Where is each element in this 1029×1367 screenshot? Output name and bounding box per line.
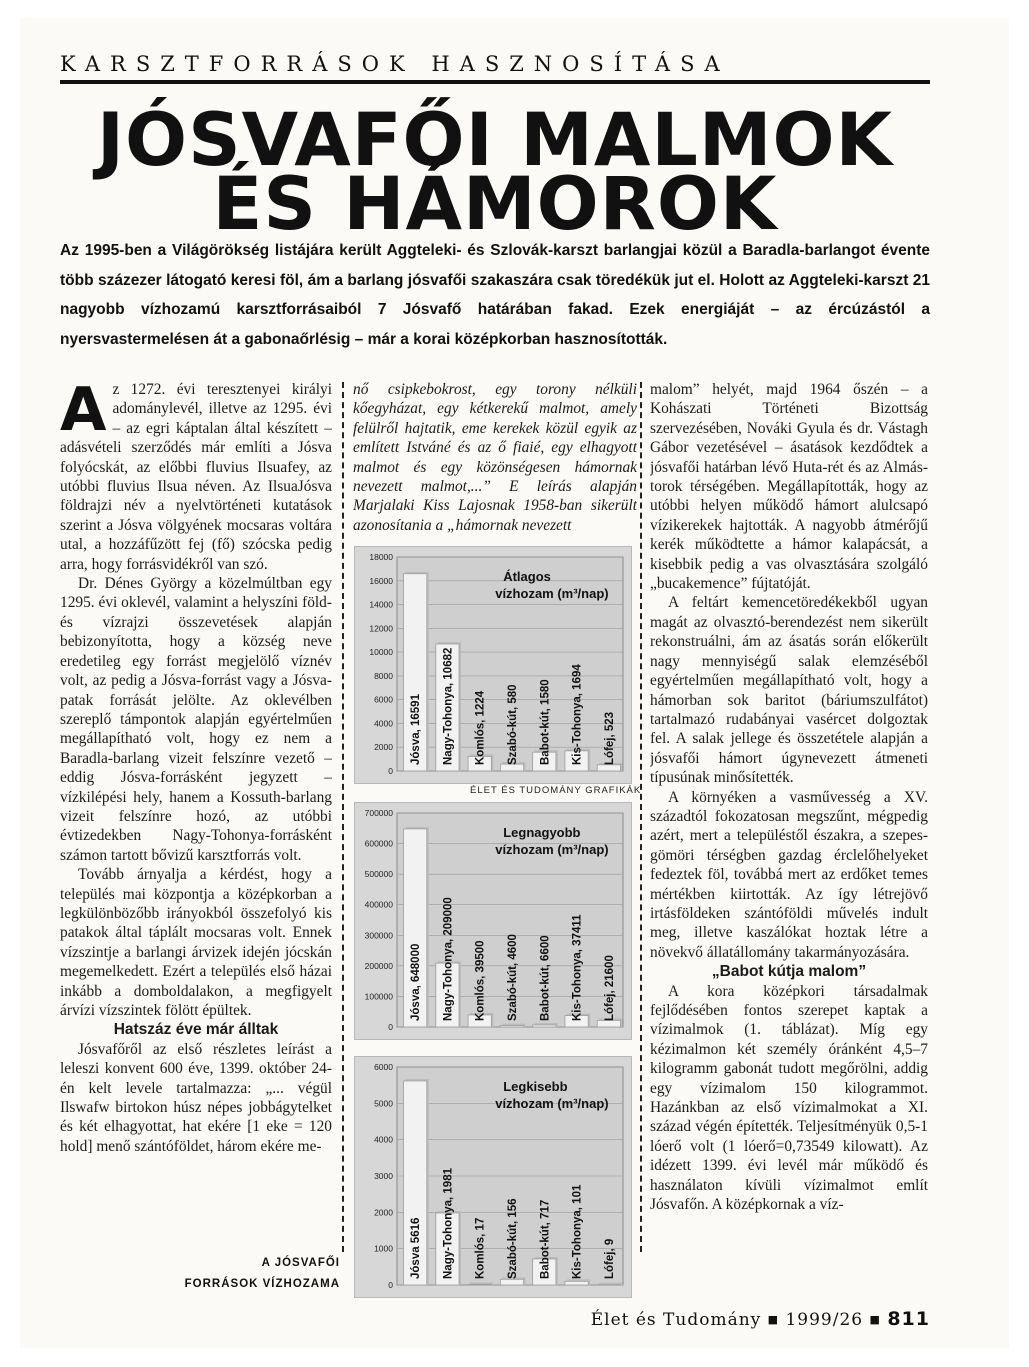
drop-cap: A	[60, 380, 107, 445]
footer-issue: 1999/26	[785, 1310, 864, 1330]
page-footer: Élet és Tudomány ■ 1999/26 ■ 811	[590, 1308, 930, 1330]
bar-label: Lófej, 523	[603, 711, 616, 765]
paragraph-col2: nő csipkebokrost, egy torony nélküli kőegyházat, egy kétkerekű malmot, amely felülről hajtatik, eme kerekek közül egyik az említett Istváné és az ő fiaié, egy elhagyott malmot és egy közönségesen hámornak nevezett malmot,...” E leírás alapján Marjalaki Kiss Lajosnak 1958-ban sikerült azonosítania a „hámornak nevezett	[353, 381, 637, 534]
y-tick-label: 18000	[369, 552, 393, 562]
bar-label: Jósva, 16591	[410, 694, 423, 765]
y-tick-label: 8000	[374, 670, 393, 681]
bar-label: Babot-kút, 1580	[539, 679, 552, 765]
chart-unit: vízhozam (m³/nap)	[495, 842, 609, 857]
paragraph-col3-2: A feltárt kemencetöredékekből ugyan magát az olvasztó-berendezést nem sikerült rekonstruálni, ám az ásatás során előkerült nagy mennyiségű salak elemzéséből egyértelműen megállapítható volt, hogy a hámorban sok baritot (báriumszulfátot) tartalmazó rudabányai vasércet dolgoztak fel. A salak jellege és összetétele alapján a jósvafői hámort úgynevezett átmeneti típusúnak minősítették.	[650, 594, 928, 787]
bar-label: Lófej, 21600	[603, 955, 616, 1021]
lead-paragraph: Az 1995-ben a Világörökség listájára került Aggteleki- és Szlovák-karszt barlangjai közül a Baradla-barlangot évente több százezer látogató keresi föl, ám a barlang jósvafői szakaszára csak töredékük jut el. Holott az Aggteleki-karszt 21 nagyobb vízhozamú karsztforrásaiból 7 Jósvafő határában fakad. Ezek energiáját – az ércúzástól a nyersvastermelésen át a gabonaőrlésig – már a korai középkorban hasznosították.	[60, 242, 930, 348]
paragraph-col3-1: malom” helyét, majd 1964 őszén – a Kohászati Történeti Bizottság szervezésében, Nováki Gyula és dr. Vástagh Gábor vezetésével – ásatások kezdődtek a jósvafői határban lévő Huta-rét és az Almás-torok térségében. Megállapították, hogy az utóbbi helyen működő hámort alulcsapó vízikerekek hajtották. A nagyobb átmérőjű kerék működtette a hámor kalapácsát, a kisebbik pedig a vas olvasztására szolgáló „bucakemence” fújtatóját.	[650, 381, 928, 593]
y-tick-label: 200000	[364, 960, 393, 971]
bar-label: Komlós, 39500	[474, 940, 487, 1021]
article-title-line1: JÓSVAFŐI MALMOK	[96, 98, 894, 183]
bar-label: Nagy-Tohonya, 209000	[442, 897, 455, 1021]
chart-title: Legkisebb	[503, 1079, 568, 1094]
article-title-line2: ÉS HÁMOROK	[212, 162, 778, 247]
bar-label: Kis-Tohonya, 37411	[571, 914, 584, 1021]
chart-caption: A JÓSVAFŐI FORRÁSOK VÍZHOZAMA	[184, 1257, 340, 1290]
bar-label: Szabó-kút, 156	[507, 1198, 519, 1279]
y-tick-label: 10000	[369, 647, 393, 658]
column-2	[353, 380, 637, 540]
y-tick-label: 16000	[369, 575, 393, 586]
bar	[500, 1279, 523, 1285]
y-tick-label: 4000	[374, 1134, 393, 1145]
bar	[565, 1281, 588, 1285]
subheading-babot: „Babot kútja malom”	[711, 963, 867, 981]
y-tick-label: 600000	[364, 838, 393, 849]
bar-label: Kis-Tohonya, 1694	[571, 664, 584, 765]
bar-label: Babot-kút, 717	[539, 1199, 552, 1279]
y-tick-label: 6000	[374, 1062, 393, 1072]
bar-label: Szabó-kút, 580	[507, 684, 519, 765]
y-tick-label: 5000	[374, 1098, 393, 1109]
paragraph-3: Tovább árnyalja a kérdést, hogy a település mai központja a középkorban a legkülönbözőbb irányokból összefolyó kis patakok által táplált mocsaras volt. Ennek vízszintje a barlangi árvizek idején jócskán megemelkedett. Ezért a település első házai inkább a domboldalakon, a megfigyelt árvízi vízszintek fölött épültek.	[60, 866, 332, 1019]
bar-label: Jósva, 648000	[410, 943, 423, 1021]
chart-average-flow	[354, 546, 632, 784]
y-tick-label: 0	[388, 1280, 393, 1290]
paragraph-4: Jósvafőről az első részletes leírást a leleszi konvent 600 éve, 1399. október 24-én kelt levele tartalmazza: „... végül Ilswafw birtokon húsz népes jobbágytelket és két elhagyottat, hat ekére [1 eke = 120 hold] menő szántóföldet, három ekére me-	[60, 1040, 332, 1155]
y-tick-label: 400000	[364, 899, 393, 910]
chart-title: Legnagyobb	[503, 825, 581, 840]
y-tick-label: 100000	[364, 991, 393, 1002]
y-tick-label: 6000	[374, 694, 393, 705]
graphics-credit: ÉLET ÉS TUDOMÁNY GRAFIKÁK	[470, 785, 642, 796]
chart-min-flow	[354, 1056, 632, 1298]
section-header: KARSZTFORRÁSOK HASZNOSÍTÁSA	[60, 52, 730, 76]
y-tick-label: 0	[388, 766, 393, 776]
column-divider-right	[640, 382, 642, 1252]
y-tick-label: 1000	[374, 1243, 393, 1254]
bar-label: Kis-Tohonya, 101	[571, 1184, 584, 1279]
paragraph-col3-3: A környéken a vasművesség a XV. századtól fokozatosan megszűnt, mégpedig azért, mert a településtől északra, a szepes-gömöri térségben gazdag érclelőhelyeket fedeztek föl, továbbá mert az erdőket temes mértékben kiirtották. Az így létrejövő irtásföldeken szántóföldi művelés indult meg, illetve kaszálókat hoztak létre a növekvő állatállomány takarmányozására.	[650, 788, 928, 961]
subheading-hatszaz: Hatszáz éve már álltak	[113, 1021, 279, 1039]
column-divider-left	[342, 382, 344, 1252]
y-tick-label: 0	[388, 1022, 393, 1032]
bar	[533, 1025, 556, 1027]
page-number: 811	[887, 1308, 930, 1330]
footer-journal: Élet és Tudomány	[590, 1310, 762, 1330]
chart-unit: vízhozam (m³/nap)	[495, 586, 609, 601]
bar-label: Nagy-Tohonya, 1981	[442, 1168, 455, 1279]
paragraph-2: Dr. Dénes György a közelmúltban egy 1295. évi oklevél, valamint a helyszíni föld- és vízrajzi összevetések alapján bebizonyította, hogy a község neve eredetileg egy forrást megjelölő víznév volt, az pedig a Jósva-forrást vagy a Jósva-patak forrását jelölte. Az oklevélben szereplő támpontok alapján egyértelműen megállapítható volt, hogy ez nem a Baradla-barlang vizeit felszínre vezető – eddig Jósva-forrásként jegyzett – vízkilépési hely, hanem a Kossuth-barlang vizeit felszínre hozó, az utóbbi évtizedekben Nagy-Tohonya-forrásként számon tartott bővizű karsztforrás volt.	[60, 575, 332, 864]
bar-label: Komlós, 17	[474, 1217, 487, 1279]
column-3	[650, 380, 928, 1298]
y-tick-label: 700000	[364, 808, 393, 818]
y-tick-label: 500000	[364, 869, 393, 880]
y-tick-label: 14000	[369, 599, 393, 610]
bar	[468, 1284, 491, 1285]
bar-label: Lófej, 9	[603, 1238, 616, 1279]
bar-label: Jósva 5616	[410, 1217, 423, 1279]
bar-label: Babot-kút, 6600	[539, 935, 552, 1021]
chart-unit: vízhozam (m³/nap)	[495, 1096, 609, 1111]
bar-label: Nagy-Tohonya, 10682	[442, 647, 455, 765]
chart-title: Átlagos	[503, 569, 551, 584]
column-1	[60, 380, 332, 1260]
y-tick-label: 3000	[374, 1171, 393, 1181]
header-rule	[60, 80, 930, 84]
paragraph-col3-4: A kora középkori társadalmak fejlődésében fontos szerepet kaptak a vízimalmok (1. táblázat). Míg egy kézimalmon két személy óránként 4,5–7 kilogramm gabonát tudott megőrölni, addig egy vízimalom 150 kilogrammot. Hazánkban az első vízimalmokat a XI. század végén építették. Teljesítményük 0,5-1 lóerő volt (1 lóerő=0,73549 kilowatt). Az idézett 1399. évi levél már működő és használaton kívüli vízimalmot említ Jósvafőn. A középkornak a víz-	[650, 982, 928, 1214]
y-tick-label: 2000	[374, 742, 393, 753]
y-tick-label: 2000	[374, 1207, 393, 1218]
bar-label: Szabó-kút, 4600	[507, 934, 519, 1021]
y-tick-label: 300000	[364, 930, 393, 941]
bar	[500, 1026, 523, 1027]
bar-label: Komlós, 1224	[474, 690, 487, 765]
chart-max-flow	[354, 802, 632, 1040]
paragraph-1: Az 1272. évi teresztenyei királyi adománylevél, illetve az 1295. évi – az egri káptalan által készített – adásvételi szerződés már említi a Jósva folyócskát, az előbbi fluvius Ilsuafey, az utóbbi fluvius Ilsua néven. Az IlsuaJósva földrajzi név a nyelvtörténeti kutatások szerint a Jósva völgyének mocsaras voltára utal, a hozzáfűzött fej (fő) szócska pedig arra, hogy forrásvidékről van szó.	[60, 380, 332, 573]
y-tick-label: 4000	[374, 718, 393, 729]
y-tick-label: 12000	[369, 623, 393, 634]
